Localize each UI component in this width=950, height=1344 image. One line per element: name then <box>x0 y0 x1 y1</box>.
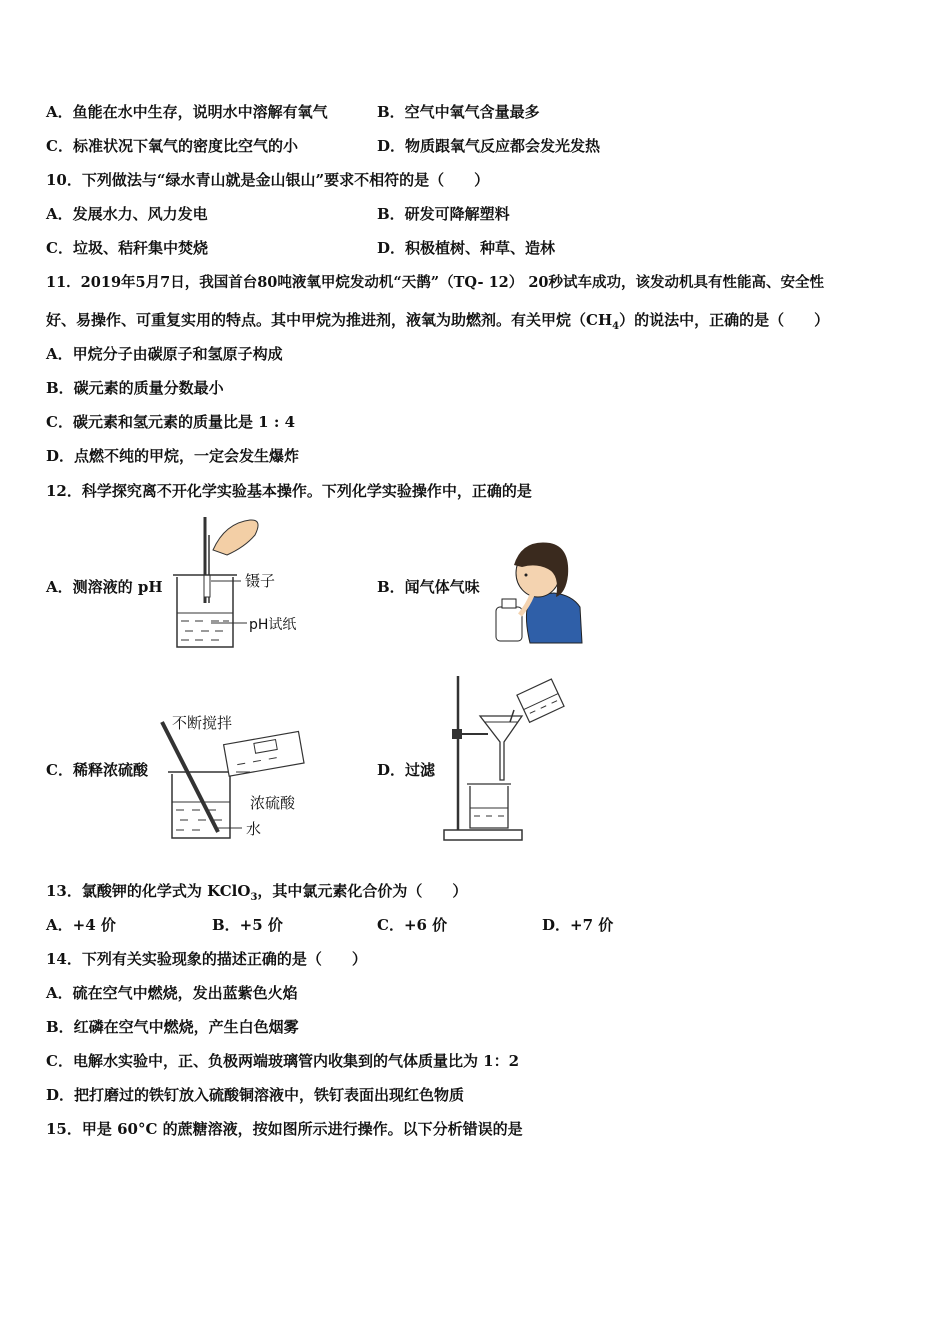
q13-option-b: B．+5 价 <box>212 916 283 934</box>
ph-measurement-figure <box>165 515 315 655</box>
q14-option-d: D．把打磨过的铁钉放入硫酸铜溶液中，铁钉表面出现红色物质 <box>46 1086 465 1104</box>
pouring-beaker-icon <box>517 679 564 722</box>
q10-option-b: B．研发可降解塑料 <box>377 205 510 223</box>
q13-option-d: D．+7 价 <box>542 916 614 934</box>
q11-stem-text: 好、易操作、可重复实用的特点。其中甲烷为推进剂，液氧为助燃剂。有关甲烷（CH <box>46 311 613 329</box>
q10-stem: 10．下列做法与“绿水青山就是金山银山”要求不相符的是（ ） <box>46 171 490 189</box>
q10-option-c: C．垃圾、秸秆集中焚烧 <box>46 239 208 257</box>
acid-label: 浓硫酸 <box>250 794 296 812</box>
q10-option-d: D．积极植树、种草、造林 <box>377 239 556 257</box>
tweezers-label: 镊子 <box>245 572 276 590</box>
q9-option-c: C．标准状况下氧气的密度比空气的小 <box>46 137 298 155</box>
q12-option-b: B．闻气体气味 <box>377 578 480 596</box>
q13-option-c: C．+6 价 <box>377 916 448 934</box>
q10-option-a: A．发展水力、风力发电 <box>46 205 208 223</box>
q11-option-b: B．碳元素的质量分数最小 <box>46 379 224 397</box>
gas-bottle-icon <box>496 607 522 641</box>
dilute-acid-figure <box>158 710 308 845</box>
funnel-icon <box>480 716 522 780</box>
q9-option-d: D．物质跟氧气反应都会发光发热 <box>377 137 601 155</box>
q12-option-d: D．过滤 <box>377 761 436 779</box>
q11-stem-subscript: 4 <box>612 321 620 332</box>
iron-stand-base <box>444 830 522 840</box>
q14-option-a: A．硫在空气中燃烧，发出蓝紫色火焰 <box>46 984 298 1002</box>
ph-paper-label: pH试纸 <box>249 617 297 633</box>
q13-stem <box>46 881 467 908</box>
water-label: 水 <box>246 820 262 838</box>
q11-option-a: A．甲烷分子由碳原子和氢原子构成 <box>46 345 283 363</box>
q11-option-d: D．点燃不纯的甲烷，一定会发生爆炸 <box>46 447 300 465</box>
q14-option-b: B．红磷在空气中燃烧，产生白色烟雾 <box>46 1018 299 1036</box>
child-shirt-illustration <box>526 593 582 643</box>
q13-stem-subscript: 3 <box>250 892 258 903</box>
q13-stem-text: 13．氯酸钾的化学式为 KClO <box>46 882 251 900</box>
q12-option-a: A．测溶液的 pH <box>46 578 163 596</box>
q11-stem-line2 <box>46 310 829 337</box>
stirring-label: 不断搅拌 <box>172 714 233 732</box>
q9-option-b: B．空气中氧气含量最多 <box>377 103 540 121</box>
smell-gas-figure <box>492 535 584 645</box>
q12-stem: 12．科学探究离不开化学实验基本操作。下列化学实验操作中，正确的是 <box>46 482 532 500</box>
q13-option-a: A．+4 价 <box>46 916 116 934</box>
receiving-beaker-icon <box>470 786 508 828</box>
filtration-figure <box>440 672 570 844</box>
q14-stem: 14．下列有关实验现象的描述正确的是（ ） <box>46 950 367 968</box>
hand-illustration <box>213 520 258 555</box>
q9-option-a: A．鱼能在水中生存，说明水中溶解有氧气 <box>46 103 328 121</box>
ph-paper-icon <box>204 575 210 597</box>
acid-container-icon <box>224 731 304 776</box>
q13-stem-end: ，其中氯元素化合价为（ ） <box>257 882 468 900</box>
q14-option-c: C．电解水实验中，正、负极两端玻璃管内收集到的气体质量比为 1：2 <box>46 1052 520 1070</box>
q12-option-c: C．稀释浓硫酸 <box>46 761 148 779</box>
q11-stem-end: ）的说法中，正确的是（ ） <box>619 311 830 329</box>
q11-stem-line1: 11．2019年5月7日，我国首台80吨液氧甲烷发动机“天鹊”（TQ- 12） 20秒试车成功，该发动机具有性能高、安全性 <box>46 274 824 291</box>
q11-option-c: C．碳元素和氢元素的质量比是 1 : 4 <box>46 413 296 431</box>
glass-rod-icon <box>162 722 218 832</box>
q15-stem: 15．甲是 60°C 的蔗糖溶液，按如图所示进行操作。以下分析错误的是 <box>46 1120 523 1138</box>
